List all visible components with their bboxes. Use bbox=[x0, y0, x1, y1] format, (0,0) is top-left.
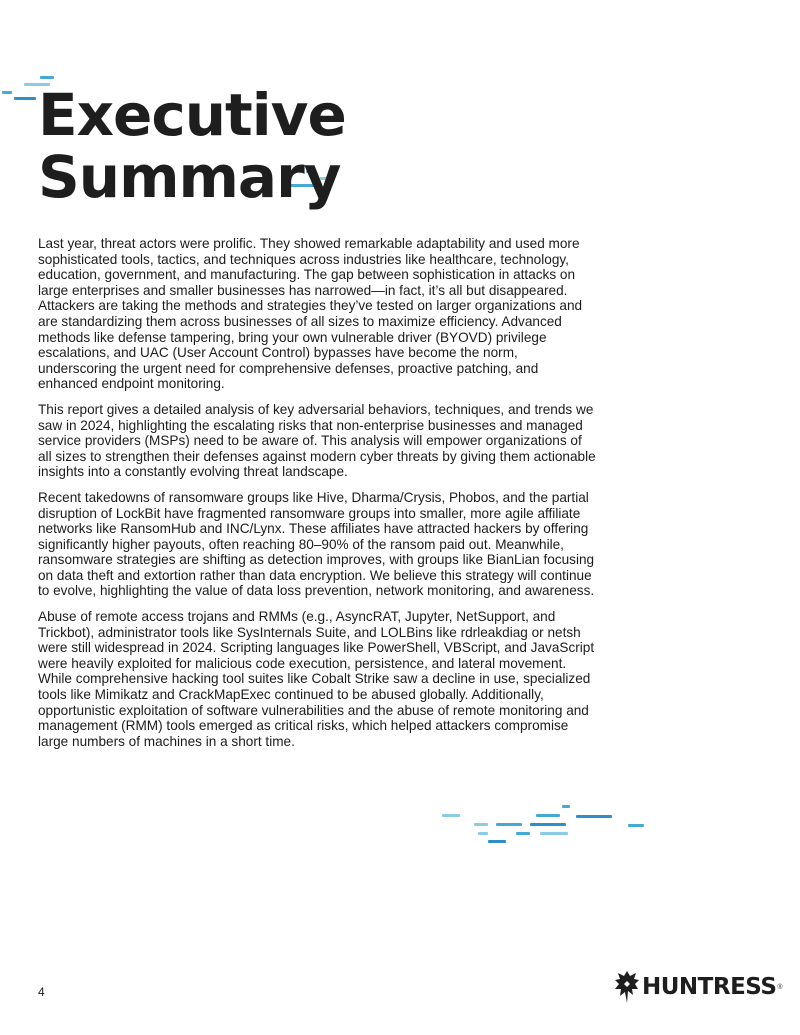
paragraph-1: Last year, threat actors were prolific. They showed remarkable adaptability and used more sophisticated tools, tactics, and techniques across industries like healthcare, technology, education, government, and manufacturing. The gap between sophistication in attacks on large enterprises and smaller businesses has narrowed—in fact, it’s all but disappeared. Attackers are taking the methods and strategies they’ve tested on larger organizations and are standardizing them across businesses of all sizes to maximize efficiency. Advanced methods like defense tampering, bring your own vulnerable driver (BYOVD) privilege escalations, and UAC (User Account Control) bypasses have become the norm, underscoring the urgent need for comprehensive defenses, proactive patching, and enhanced endpoint monitoring. bbox=[38, 236, 583, 392]
trademark-symbol: ® bbox=[777, 983, 783, 991]
title-line-2: Summary bbox=[38, 143, 341, 211]
paragraph-2: This report gives a detailed analysis of key adversarial behaviors, techniques, and trends we saw in 2024, highlighting the escalating risks that non-enterprise businesses and managed service providers (MSPs) need to be aware of. This analysis will empower organizations of all sizes to strengthen their defenses against modern cyber threats by giving them actionable insights into a constantly evolving threat landscape. bbox=[38, 401, 596, 480]
page-title bbox=[38, 81, 346, 211]
summary-body bbox=[38, 236, 598, 759]
page-number: 4 bbox=[38, 985, 45, 999]
paragraph-3: Recent takedowns of ransomware groups like Hive, Dharma/Crysis, Phobos, and the partial disruption of LockBit have fragmented ransomware groups into smaller, more agile affiliate networks like RansomHub and INC/Lynx. These affiliates have attracted hackers by offering significantly higher payouts, often reaching 80–90% of the ransom paid out. Meanwhile, ransomware strategies are shifting as detection improves, with groups like BianLian focusing on data theft and extortion rather than data encryption. We believe this strategy will continue to evolve, highlighting the value of data loss prevention, network monitoring, and awareness. bbox=[38, 489, 595, 599]
title-line-1: Executive bbox=[38, 81, 346, 149]
brand-name: HUNTRESS bbox=[642, 974, 777, 1000]
paragraph-4: Abuse of remote access trojans and RMMs (e.g., AsyncRAT, Jupyter, NetSupport, and Trickbot), administrator tools like SysInternals Suite, and LOLBins like rdrleakdiag or netsh were still widespread in 2024. Scripting languages like PowerShell, VBScript, and JavaScript were heavily exploited for malicious code execution, persistence, and lateral movement. While comprehensive hacking tool suites like Cobalt Strike saw a decline in use, specialized tools like Mimikatz and CrackMapExec continued to be abused globally. Additionally, opportunistic exploitation of software vulnerabilities and the abuse of remote monitoring and management (RMM) tools emerged as critical risks, which helped attackers compromise large numbers of machines in a short time. bbox=[38, 609, 595, 749]
huntress-logo bbox=[614, 970, 783, 1004]
huntress-emblem-icon bbox=[614, 970, 640, 1004]
